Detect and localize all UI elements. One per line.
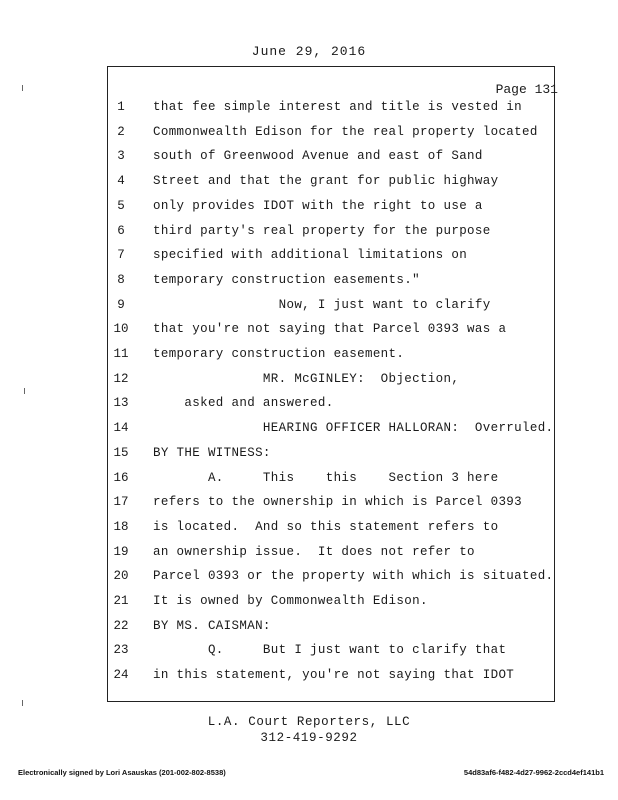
line-number: 3 [117, 149, 125, 164]
transcript-line [0, 668, 618, 692]
transcript-line [0, 471, 618, 495]
line-number: 1 [117, 100, 125, 114]
transcript-line [0, 224, 618, 248]
line-number: 10 [113, 322, 129, 337]
line-number: 24 [113, 668, 129, 683]
transcript-line [0, 322, 618, 346]
line-number: 20 [113, 569, 129, 584]
transcript-line [0, 248, 618, 272]
line-text: Q. But I just want to clarify that [153, 643, 507, 658]
line-text: that fee simple interest and title is vested in [153, 100, 523, 114]
line-number: 2 [117, 124, 125, 139]
line-text: HEARING OFFICER HALLORAN: Overruled. [153, 421, 554, 436]
line-number: 23 [113, 643, 129, 658]
line-number: 16 [113, 470, 129, 485]
transcript-line [0, 372, 618, 396]
transcript-date: June 29, 2016 [251, 44, 367, 59]
line-number: 8 [117, 272, 125, 287]
line-text: Now, I just want to clarify [153, 297, 491, 312]
line-number: 6 [117, 223, 125, 238]
line-text: Parcel 0393 or the property with which is situated. [153, 569, 554, 584]
transcript-line [0, 396, 618, 420]
transcript-line [0, 347, 618, 371]
line-number: 4 [117, 174, 125, 189]
line-number: 11 [113, 347, 129, 361]
line-text: third party's real property for the purpose [153, 223, 491, 238]
transcript-line [0, 199, 618, 223]
line-text: It is owned by Commonwealth Edison. [153, 594, 428, 608]
transcript-line [0, 495, 618, 519]
line-text: specified with additional limitations on [153, 248, 468, 263]
line-text: refers to the ownership in which is Parcel 0393 [153, 495, 523, 510]
line-text: in this statement, you're not saying that IDOT [153, 668, 515, 683]
line-text: MR. McGINLEY: Objection, [153, 371, 460, 386]
reporter-phone: 312-419-9292 [260, 731, 358, 745]
line-text: that you're not saying that Parcel 0393 was a [153, 322, 507, 337]
transcript-line [0, 421, 618, 445]
line-text: asked and answered. [153, 396, 334, 411]
line-number: 18 [113, 519, 129, 534]
line-text: temporary construction easement. [153, 347, 405, 361]
line-number: 12 [113, 371, 129, 386]
line-number: 15 [113, 445, 129, 460]
line-text: Commonwealth Edison for the real property located [153, 124, 538, 139]
reporter-company: L.A. Court Reporters, LLC [207, 715, 411, 729]
transcript-line [0, 446, 618, 470]
document-id: 54d83af6-f482-4d27-9962-2ccd4ef141b1 [463, 768, 604, 777]
transcript-line [0, 643, 618, 667]
line-text: only provides IDOT with the right to use a [153, 198, 483, 213]
line-number: 7 [117, 248, 125, 263]
line-number: 5 [117, 198, 125, 213]
transcript-line [0, 100, 618, 124]
line-text: temporary construction easements." [153, 272, 420, 287]
line-text: Street and that the grant for public highway [153, 174, 499, 189]
transcript-line [0, 545, 618, 569]
line-text: an ownership issue. It does not refer to [153, 544, 475, 559]
transcript-line [0, 594, 618, 618]
transcript-line [0, 619, 618, 643]
page-number: Page 131 [495, 82, 558, 97]
line-number: 22 [113, 618, 129, 633]
transcript-line [0, 174, 618, 198]
transcript-line [0, 569, 618, 593]
line-number: 14 [113, 421, 129, 436]
transcript-line [0, 125, 618, 149]
scan-speck [22, 85, 23, 91]
line-number: 9 [117, 297, 125, 312]
line-number: 13 [113, 396, 129, 411]
transcript-line [0, 520, 618, 544]
scan-speck [24, 388, 25, 394]
line-number: 19 [113, 544, 129, 559]
line-number: 17 [113, 495, 129, 510]
transcript-line [0, 149, 618, 173]
line-text: A. This this Section 3 here [153, 470, 499, 485]
line-text: BY THE WITNESS: [153, 445, 271, 460]
line-text: BY MS. CAISMAN: [153, 618, 271, 633]
line-text: south of Greenwood Avenue and east of Sand [153, 149, 483, 164]
scan-speck [22, 700, 23, 706]
line-text: is located. And so this statement refers to [153, 519, 499, 534]
transcript-line [0, 298, 618, 322]
transcript-line [0, 273, 618, 297]
e-signature-note: Electronically signed by Lori Asauskas (201-002-802-8538) [18, 768, 226, 777]
line-number: 21 [113, 594, 129, 608]
